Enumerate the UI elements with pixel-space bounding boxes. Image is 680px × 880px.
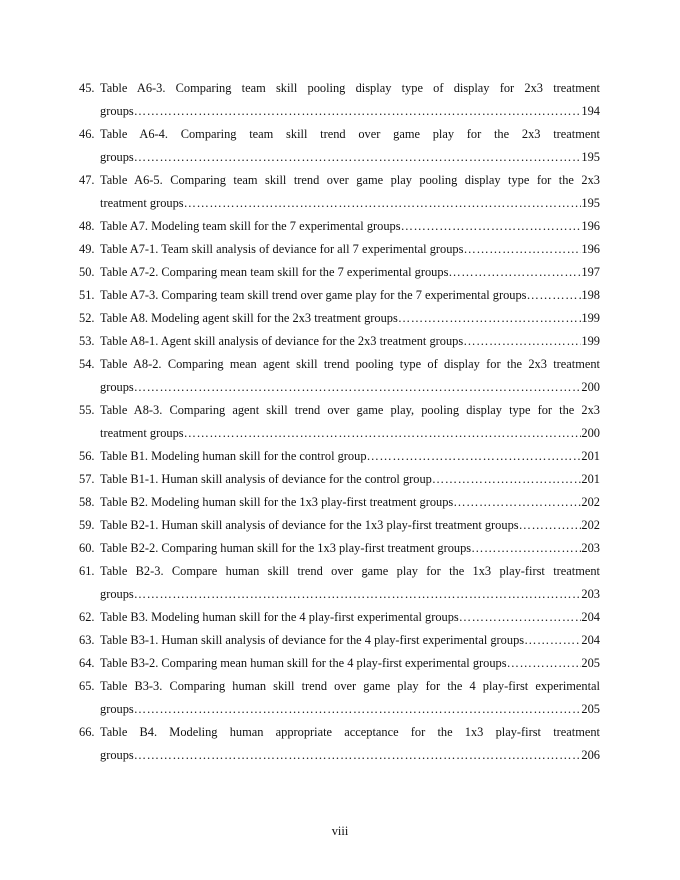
entry-title: Table B1. Modeling human skill for the control group [100,449,367,463]
page-number: 204 [581,610,600,624]
entry-title: Table A8-3. Comparing agent skill trend over game play, pooling display type for the 2x3 [100,403,600,417]
dot-leader [463,240,581,259]
entry-title: Table B3. Modeling human skill for the 4 play-first experimental groups [100,610,459,624]
entry-title: Table A7. Modeling team skill for the 7 experimental groups [100,219,401,233]
dot-leader [134,378,582,397]
toc-entry[interactable] [79,332,600,355]
entry-title: Table B2. Modeling human skill for the 1x3 play-first treatment groups [100,495,454,509]
entry-title: Table B2-1. Human skill analysis of deviance for the 1x3 play-first treatment groups [100,518,519,532]
toc-entry[interactable] [79,79,600,125]
entry-number: 52. [79,311,95,325]
toc-entry[interactable] [79,516,600,539]
entry-number: 60. [79,541,95,555]
toc-entry[interactable] [79,171,600,217]
page-number: 206 [581,748,600,762]
entry-number: 49. [79,242,95,256]
dot-leader [184,194,582,213]
toc-entry[interactable] [79,401,600,447]
page-number: 205 [581,656,600,670]
entry-title: Table B3-1. Human skill analysis of deviance for the 4 play-first experimental groups [100,633,525,647]
entry-title-cont: groups [100,150,134,164]
entry-title: Table B2-2. Comparing human skill for the 1x3 play-first treatment groups [100,541,472,555]
toc-entry[interactable] [79,608,600,631]
toc-entry[interactable] [79,240,600,263]
toc-entry[interactable] [79,493,600,516]
entry-title: Table A7-3. Comparing team skill trend over game play for the 7 experimental groups [100,288,527,302]
page-number: 201 [581,449,600,463]
entry-title: Table B2-3. Compare human skill trend over game play for the 1x3 play-first treatment [100,564,600,578]
entry-title-cont: treatment groups [100,196,184,210]
page-number: 202 [581,495,600,509]
page-number: 200 [581,380,600,394]
entry-title: Table A6-5. Comparing team skill trend over game play pooling display type for the 2x3 [100,173,600,187]
dot-leader [184,424,582,443]
entry-title: Table B3-2. Comparing mean human skill for the 4 play-first experimental groups [100,656,507,670]
dot-leader [134,700,582,719]
entry-title-cont: groups [100,748,134,762]
entry-title-cont: groups [100,587,134,601]
dot-leader [134,102,582,121]
toc-entry[interactable] [79,447,600,470]
entry-number: 61. [79,564,95,578]
entry-number: 62. [79,610,95,624]
toc-entry[interactable] [79,539,600,562]
page-number: 201 [581,472,600,486]
page-number: 195 [581,196,600,210]
entry-number: 64. [79,656,95,670]
entry-title-cont: groups [100,702,134,716]
dot-leader [507,654,582,673]
dot-leader [524,631,581,650]
dot-leader [519,516,582,535]
dot-leader [401,217,582,236]
entry-number: 65. [79,679,95,693]
toc-entry[interactable] [79,286,600,309]
toc-entry[interactable] [79,470,600,493]
page-number: 196 [581,242,600,256]
dot-leader [134,148,582,167]
entry-title: Table B1-1. Human skill analysis of deviance for the control group [100,472,432,486]
dot-leader [398,309,582,328]
entry-number: 48. [79,219,95,233]
entry-number: 45. [79,81,95,95]
page-number: 205 [581,702,600,716]
dot-leader [453,493,581,512]
dot-leader [527,286,582,305]
entry-number: 47. [79,173,95,187]
entry-title-cont: groups [100,380,134,394]
entry-title: Table A6-4. Comparing team skill trend over game play for the 2x3 treatment [100,127,600,141]
toc-entry[interactable] [79,723,600,769]
entry-number: 55. [79,403,95,417]
toc-entry[interactable] [79,263,600,286]
toc-entry[interactable] [79,677,600,723]
entry-title: Table A8-2. Comparing mean agent skill trend pooling type of display for the 2x3 treatment [100,357,600,371]
page-number: 200 [581,426,600,440]
toc-entry[interactable] [79,562,600,608]
page-number: 203 [581,587,600,601]
page-number: 203 [581,541,600,555]
dot-leader [432,470,582,489]
page-number: 204 [581,633,600,647]
dot-leader [134,746,582,765]
toc-entry[interactable] [79,309,600,332]
toc-entry[interactable] [79,355,600,401]
entry-title-cont: groups [100,104,134,118]
entry-number: 59. [79,518,95,532]
entry-number: 57. [79,472,95,486]
entry-number: 54. [79,357,95,371]
toc-entry[interactable] [79,125,600,171]
entry-number: 51. [79,288,95,302]
entry-title: Table B3-3. Comparing human skill trend over game play for the 4 play-first experimental [100,679,600,693]
page-number: 195 [581,150,600,164]
toc-entry[interactable] [79,631,600,654]
dot-leader [459,608,582,627]
page-number: 196 [581,219,600,233]
page-footer-number: viii [331,824,349,838]
entry-number: 63. [79,633,95,647]
entry-number: 50. [79,265,95,279]
entry-title: Table A7-1. Team skill analysis of deviance for all 7 experimental groups [100,242,464,256]
dot-leader [463,332,581,351]
entry-number: 53. [79,334,95,348]
entry-title: Table B4. Modeling human appropriate acceptance for the 1x3 play-first treatment [100,725,600,739]
entry-title: Table A8. Modeling agent skill for the 2x3 treatment groups [100,311,398,325]
page-number: 197 [581,265,600,279]
entry-number: 56. [79,449,95,463]
entry-title: Table A7-2. Comparing mean team skill for the 7 experimental groups [100,265,449,279]
page-number: 199 [581,334,600,348]
page-number: 194 [581,104,600,118]
entry-number: 46. [79,127,95,141]
entry-title: Table A8-1. Agent skill analysis of deviance for the 2x3 treatment groups [100,334,464,348]
list-of-tables [79,79,600,769]
dot-leader [367,447,582,466]
page-number: 202 [581,518,600,532]
page-number: 198 [581,288,600,302]
entry-title-cont: treatment groups [100,426,184,440]
toc-entry[interactable] [79,654,600,677]
entry-number: 58. [79,495,95,509]
dot-leader [134,585,582,604]
page-number: 199 [581,311,600,325]
entry-title: Table A6-3. Comparing team skill pooling display type of display for 2x3 treatment [100,81,600,95]
dot-leader [471,539,581,558]
entry-number: 66. [79,725,95,739]
toc-entry[interactable] [79,217,600,240]
dot-leader [448,263,581,282]
